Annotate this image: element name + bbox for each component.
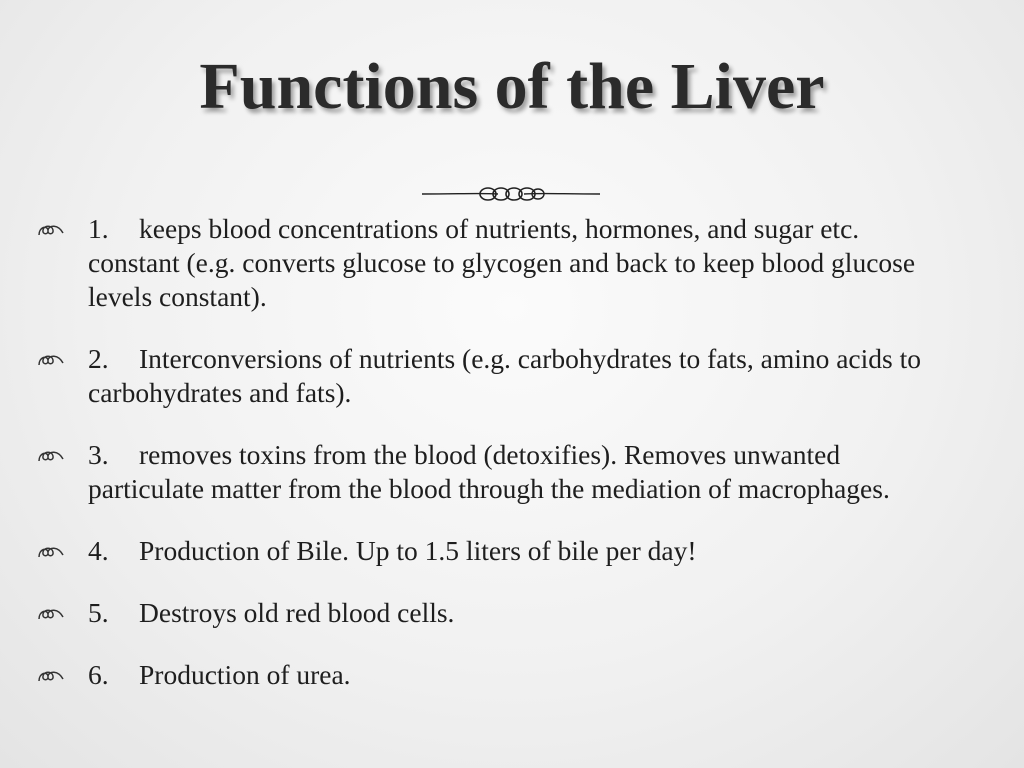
list-item [36,342,936,410]
item-text: Production of urea. [139,659,351,690]
item-number: 3. [88,439,109,470]
list-item [36,596,936,630]
list-item [36,534,936,568]
item-number: 5. [88,597,109,628]
list-item [36,438,936,506]
item-text: keeps blood concentrations of nutrients, hormones, and sugar etc. constant (e.g. converts glucose to glycogen and back to keep blood glucose levels constant). [88,213,916,312]
item-number: 4. [88,535,109,566]
double-loop-bullet-icon [36,221,66,239]
item-text: Production of Bile. Up to 1.5 liters of bile per day! [139,535,697,566]
double-loop-bullet-icon [36,447,66,465]
double-loop-bullet-icon [36,667,66,685]
slide-title: Functions of the Liver [199,50,825,123]
item-number: 2. [88,343,109,374]
double-loop-bullet-icon [36,351,66,369]
item-text: Destroys old red blood cells. [139,597,455,628]
scroll-flourish-icon [420,182,602,206]
item-text: Interconversions of nutrients (e.g. carbohydrates to fats, amino acids to carbohydrates and fats). [88,343,921,408]
item-text: removes toxins from the blood (detoxifies). Removes unwanted particulate matter from the blood through the mediation of macrophages. [88,439,890,504]
item-number: 6. [88,659,109,690]
double-loop-bullet-icon [36,605,66,623]
bullet-list [36,212,936,692]
double-loop-bullet-icon [36,543,66,561]
list-item [36,212,936,314]
list-item [36,658,936,692]
item-number: 1. [88,213,109,244]
